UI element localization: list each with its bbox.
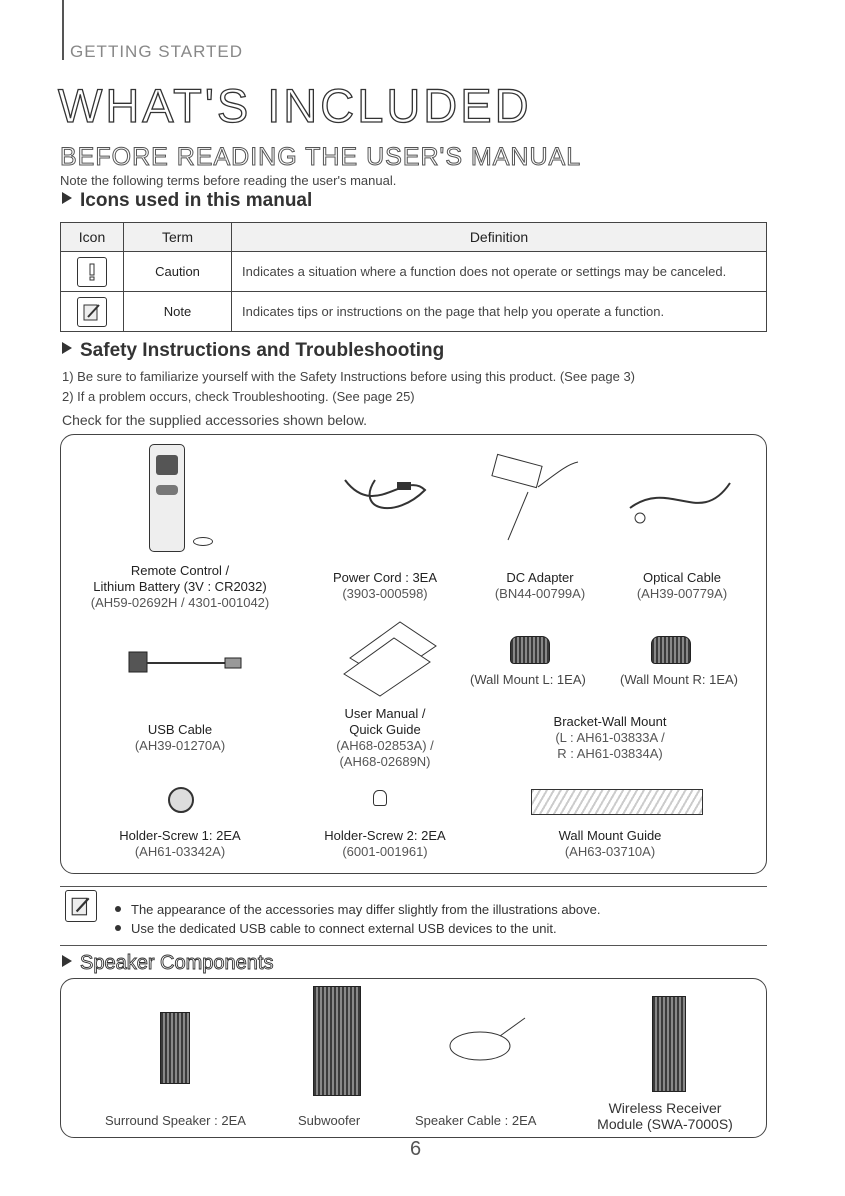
section-label: GETTING STARTED (70, 42, 244, 61)
divider (60, 886, 767, 887)
definition-cell: Indicates a situation where a function does not operate or settings may be canceled. (232, 252, 767, 292)
user-manual-image (340, 618, 440, 700)
arrow-icon (62, 955, 72, 967)
accessory-dc-adapter: DC Adapter (BN44-00799A) (494, 570, 586, 601)
icon-cell (61, 252, 124, 292)
wall-mount-right-image (651, 636, 691, 664)
accessory-bracket-wall-mount: Bracket-Wall Mount (L : AH61-03833A / R : AH61-03834A) (553, 714, 667, 761)
wireless-receiver-image (652, 996, 686, 1092)
component-speaker-cable: Speaker Cable : 2EA (415, 1113, 537, 1128)
table-header-row (61, 223, 767, 252)
list-item: Use the dedicated USB cable to connect external USB devices to the unit. (115, 919, 600, 938)
check-line: Check for the supplied accessories shown below. (62, 412, 368, 428)
arrow-icon (62, 342, 72, 354)
col-definition: Definition (232, 223, 767, 252)
accessory-holder-screw-2: Holder-Screw 2: 2EA (6001-001961) (324, 828, 446, 859)
remote-control-image (149, 444, 185, 552)
icon-cell (61, 292, 124, 332)
component-subwoofer: Subwoofer (298, 1113, 361, 1128)
power-cord-image (335, 460, 435, 530)
component-surround-speaker: Surround Speaker : 2EA (105, 1113, 246, 1128)
battery-image (193, 537, 213, 546)
list-item: The appearance of the accessories may differ slightly from the illustrations above. (115, 900, 600, 919)
usb-cable-image (125, 650, 245, 676)
divider (60, 945, 767, 946)
components-heading: Speaker Components (62, 952, 273, 975)
wall-mount-guide-image (531, 789, 703, 815)
definition-cell: Indicates tips or instructions on the page that help you operate a function. (232, 292, 767, 332)
caution-icon (77, 257, 107, 287)
holder-screw-1-image (168, 787, 194, 813)
safety-item: 1) Be sure to familiarize yourself with the Safety Instructions before using this product. (See page 3) (62, 369, 636, 384)
safety-item: 2) If a problem occurs, check Troubleshooting. (See page 25) (62, 389, 415, 404)
intro-text: Note the following terms before reading the user's manual. (60, 173, 397, 188)
surround-speaker-image (160, 1012, 190, 1084)
accessory-remote: Remote Control / Lithium Battery (3V : CR2032) (AH59-02692H / 4301-001042) (90, 563, 270, 610)
term-cell: Note (124, 292, 232, 332)
arrow-icon (62, 192, 72, 204)
col-icon: Icon (61, 223, 124, 252)
notes-list (115, 900, 600, 938)
speaker-cable-image (440, 1012, 530, 1072)
section-bar (62, 0, 64, 60)
holder-screw-2-image (373, 790, 387, 806)
page-title: WHAT'S INCLUDED (58, 79, 532, 132)
safety-heading: Safety Instructions and Troubleshooting (62, 340, 444, 362)
note-icon (77, 297, 107, 327)
icons-table (60, 222, 767, 332)
subtitle: BEFORE READING THE USER'S MANUAL (60, 143, 582, 171)
accessory-optical-cable: Optical Cable (AH39-00779A) (636, 570, 728, 601)
optical-cable-image (620, 468, 735, 538)
accessory-wall-mount-guide: Wall Mount Guide (AH63-03710A) (558, 828, 662, 859)
term-cell: Caution (124, 252, 232, 292)
page-number: 6 (410, 1138, 422, 1160)
col-term: Term (124, 223, 232, 252)
accessory-power-cord: Power Cord : 3EA (3903-000598) (332, 570, 438, 601)
note-icon (65, 890, 97, 922)
wall-mount-right-label: (Wall Mount R: 1EA) (620, 672, 738, 687)
accessory-usb-cable: USB Cable (AH39-01270A) (134, 722, 226, 753)
icons-heading: Icons used in this manual (62, 190, 312, 212)
table-row (61, 252, 767, 292)
table-row (61, 292, 767, 332)
dc-adapter-image (488, 452, 588, 544)
wall-mount-left-label: (Wall Mount L: 1EA) (470, 672, 586, 687)
accessory-holder-screw-1: Holder-Screw 1: 2EA (AH61-03342A) (119, 828, 241, 859)
subwoofer-image (313, 986, 361, 1096)
wall-mount-left-image (510, 636, 550, 664)
component-wireless-receiver: Wireless Receiver Module (SWA-7000S) (597, 1100, 733, 1132)
accessory-user-manual: User Manual / Quick Guide (AH68-02853A) / (AH68-02689N) (336, 706, 434, 769)
